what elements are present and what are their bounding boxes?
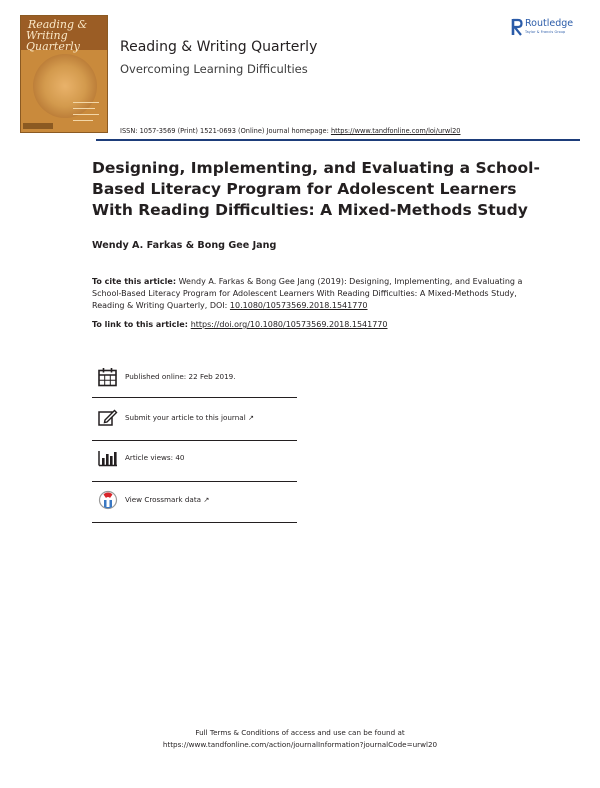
- article-views-row: [97, 448, 297, 474]
- link-label: To link to this article:: [92, 320, 191, 329]
- citation-label: To cite this article:: [92, 277, 177, 286]
- published-date: Published online: 22 Feb 2019.: [125, 372, 236, 381]
- doi-link[interactable]: 10.1080/10573569.2018.1541770: [229, 301, 368, 310]
- citation-block: [92, 276, 532, 312]
- external-link-icon: ↗: [248, 413, 255, 422]
- journal-title: Reading & Writing Quarterly: [120, 39, 318, 55]
- journal-homepage-link[interactable]: https://www.tandfonline.com/loi/urwl20: [330, 127, 461, 135]
- publisher-name: Routledge: [525, 18, 574, 29]
- published-online-row: [97, 367, 297, 393]
- footer-line1: Full Terms & Conditions of access and use can be found at: [195, 728, 405, 737]
- article-views-count: Article views: 40: [125, 453, 185, 462]
- terms-footer: [0, 727, 600, 751]
- meta-divider: [92, 440, 297, 441]
- header-divider: [96, 139, 580, 141]
- submit-article-row[interactable]: [97, 408, 297, 434]
- article-doi-url[interactable]: https://doi.org/10.1080/10573569.2018.1541770: [190, 320, 388, 329]
- publisher-tagline: Taylor & Francis Group: [525, 30, 566, 34]
- issn-text: ISSN: 1057-3569 (Print) 1521-0693 (Online) Journal homepage:: [120, 127, 331, 135]
- calendar-icon: [97, 367, 119, 387]
- routledge-r-icon: [511, 17, 523, 37]
- journal-information-link[interactable]: https://www.tandfonline.com/action/journalInformation?journalCode=urwl20: [162, 740, 438, 749]
- journal-subtitle: Overcoming Learning Difficulties: [120, 62, 308, 76]
- issn-line: [120, 127, 461, 135]
- edit-icon: [97, 408, 119, 428]
- citation-text: Wendy A. Farkas & Bong Gee Jang (2019): Designing, Implementing, and Evaluating a School-Based Literacy Program for Adolescent Learners With Reading Difficulties: A Mixed-Methods Study, Reading & Writing Quarterly, DOI:: [92, 277, 523, 310]
- bar-chart-icon: [97, 448, 119, 468]
- routledge-logo[interactable]: [511, 17, 591, 39]
- article-authors: Wendy A. Farkas & Bong Gee Jang: [92, 240, 277, 251]
- journal-cover-image: [20, 15, 108, 133]
- external-link-icon: ↗: [203, 495, 210, 504]
- meta-divider: [92, 481, 297, 482]
- article-title: Designing, Implementing, and Evaluating a School-Based Literacy Program for Adolescent Learners With Reading Difficulties: A Mixed-Methods Study: [92, 159, 540, 219]
- cover-title-line1: Reading &: [28, 18, 88, 31]
- crossmark-link[interactable]: View Crossmark data ↗: [125, 495, 210, 504]
- submit-article-link[interactable]: Submit your article to this journal ↗: [125, 413, 255, 422]
- crossmark-row[interactable]: [97, 490, 297, 516]
- crossmark-icon: [97, 490, 119, 510]
- meta-divider: [92, 397, 297, 398]
- article-link-line: [92, 320, 388, 329]
- meta-divider: [92, 522, 297, 523]
- cover-title-line2: Writing Quarterly: [26, 29, 80, 53]
